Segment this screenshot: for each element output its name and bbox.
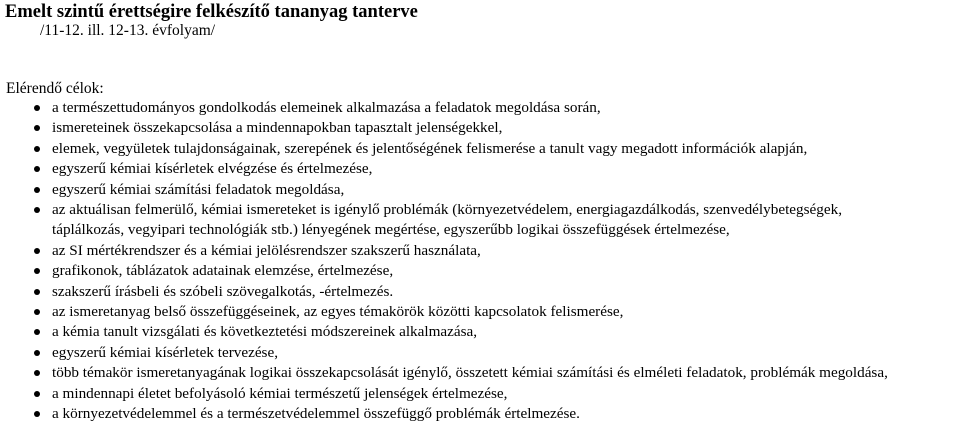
- list-item-text: a kémia tanult vizsgálati és következtetési módszereinek alkalmazása,: [52, 323, 478, 341]
- list-item: [0, 302, 952, 322]
- list-item: [0, 180, 952, 200]
- bullet-icon: [34, 248, 40, 254]
- goal-list: [0, 98, 952, 425]
- bullet-icon: [34, 329, 40, 335]
- bullet-icon: [34, 391, 40, 397]
- bullet-icon: [34, 289, 40, 295]
- bullet-icon: [34, 207, 40, 213]
- list-item-text: egyszerű kémiai kísérletek tervezése,: [52, 343, 279, 361]
- bullet-icon: [34, 166, 40, 172]
- list-item: [0, 159, 952, 179]
- list-item-text: grafikonok, táblázatok adatainak elemzése, értelmezése,: [52, 262, 394, 280]
- bullet-icon: [34, 125, 40, 131]
- section-heading: Elérendő célok:: [6, 80, 104, 97]
- list-item-text: egyszerű kémiai kísérletek elvégzése és értelmezése,: [52, 160, 373, 178]
- list-item-text: a természettudományos gondolkodás elemeinek alkalmazása a feladatok megoldása során,: [52, 99, 601, 116]
- document-title: Emelt szintű érettségire felkészítő tananyag tanterve: [5, 2, 418, 22]
- list-item: [0, 98, 952, 118]
- bullet-icon: [34, 370, 40, 376]
- list-item: [0, 322, 952, 342]
- list-item: [0, 241, 952, 261]
- list-item-text: elemek, vegyületek tulajdonságainak, szerepének és jelentőségének felismerése a tanult vagy megadott információk alapján,: [52, 139, 808, 157]
- list-item-text: egyszerű kémiai számítási feladatok megoldása,: [52, 180, 345, 198]
- list-item-text: a környezetvédelemmel és a természetvédelemmel összefüggő problémák értelmezése.: [52, 405, 580, 423]
- list-item-text: az SI mértékrendszer és a kémiai jelölésrendszer szakszerű használata,: [52, 241, 481, 259]
- list-item-text: ismereteinek összekapcsolása a mindennapokban tapasztalt jelenségekkel,: [52, 119, 503, 137]
- bullet-icon: [34, 309, 40, 315]
- list-item-text: több témakör ismeretanyagának logikai összekapcsolását igénylő, összetett kémiai számítási és elméleti feladatok, problémák megoldása,: [52, 364, 888, 382]
- bullet-icon: [34, 350, 40, 356]
- list-item-text: az ismeretanyag belső összefüggéseinek, az egyes témakörök közötti kapcsolatok felismerése,: [52, 303, 624, 321]
- bullet-icon: [34, 146, 40, 152]
- list-item: [0, 404, 952, 424]
- list-item-text: az aktuálisan felmerülő, kémiai ismereteket is igénylő problémák (környezetvédelem, energiagazdálkodás, szenvedélybetegségek, táplálkozás, vegyipari technológiák stb.) lényegének megértése, egyszerűbb logikai összefüggések értelmezése,: [52, 201, 842, 239]
- list-item: [0, 261, 952, 281]
- list-item: [0, 282, 952, 302]
- list-item: [0, 343, 952, 363]
- list-item: [0, 363, 952, 383]
- document-subtitle: /11-12. ill. 12-13. évfolyam/: [40, 22, 216, 39]
- list-item-text: szakszerű írásbeli és szóbeli szövegalkotás, -értelmezés.: [52, 282, 394, 300]
- list-item: [0, 200, 952, 241]
- bullet-icon: [34, 268, 40, 274]
- list-item-text: a mindennapi életet befolyásoló kémiai természetű jelenségek értelmezése,: [52, 384, 508, 402]
- bullet-icon: [34, 105, 40, 111]
- list-item: [0, 384, 952, 404]
- bullet-icon: [34, 411, 40, 417]
- list-item: [0, 139, 952, 159]
- bullet-icon: [34, 187, 40, 193]
- list-item: [0, 118, 952, 138]
